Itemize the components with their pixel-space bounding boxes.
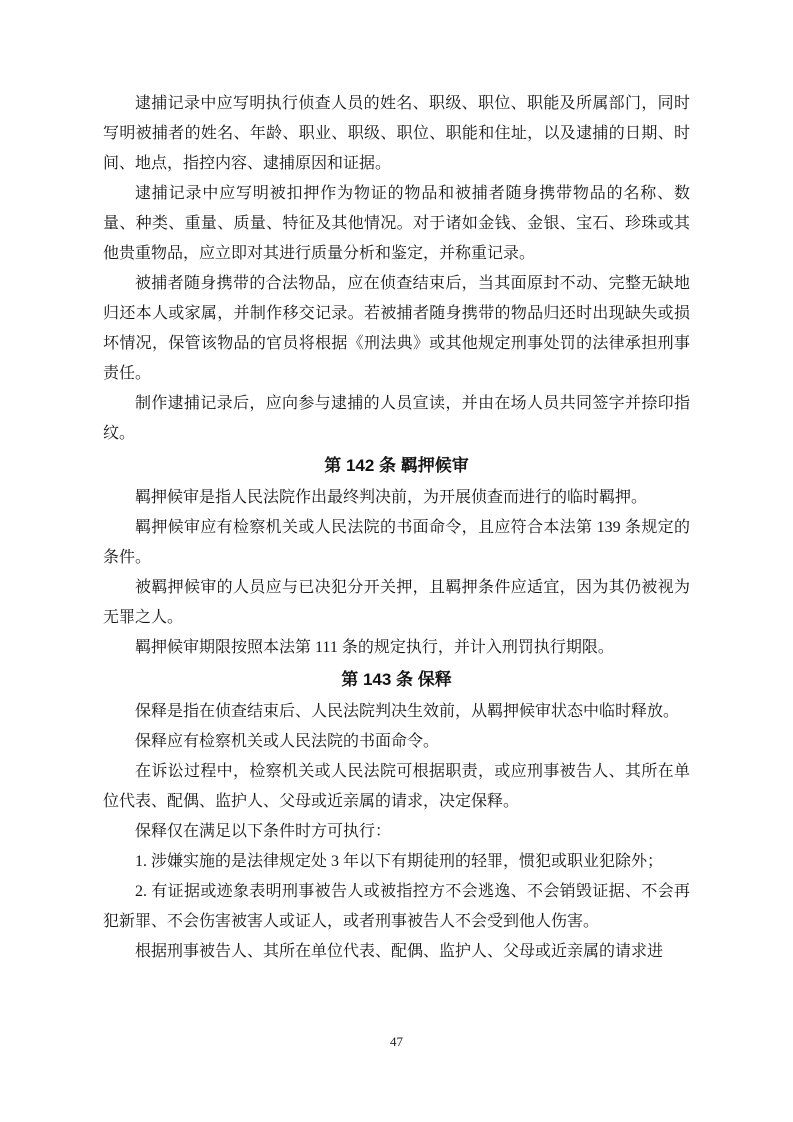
paragraph-arrest-record-items: 逮捕记录中应写明被扣押作为物证的物品和被捕者随身携带物品的名称、数量、种类、重量、质量、特征及其他情况。对于诸如金钱、金银、宝石、珍珠或其他贵重物品，应立即对其进行质量分析和鉴定，并称重记录。 [103, 185, 690, 262]
paragraph-record-reading-signing: 制作逮捕记录后，应向参与逮捕的人员宣读，并由在场人员共同签字并捺印指纹。 [103, 395, 690, 442]
paragraph-arrest-record-personnel: 逮捕记录中应写明执行侦查人员的姓名、职级、职位、职能及所属部门，同时写明被捕者的姓名、年龄、职业、职级、职位、职能和住址，以及逮捕的日期、时间、地点，指控内容、逮捕原因和证据。 [103, 95, 690, 172]
paragraph-detention-separation: 被羁押候审的人员应与已决犯分开关押，且羁押条件应适宜，因为其仍被视为无罪之人。 [103, 579, 690, 626]
paragraph-bail-condition-1: 1. 涉嫌实施的是法律规定处 3 年以下有期徒刑的轻罪，惯犯或职业犯除外； [135, 853, 664, 870]
page-number: 47 [390, 1034, 403, 1049]
paragraph-detention-definition: 羁押候审是指人民法院作出最终判决前，为开展侦查而进行的临时羁押。 [135, 489, 648, 506]
paragraph-detention-written-order: 羁押候审应有检察机关或人民法院的书面命令，且应符合本法第 139 条规定的条件。 [103, 519, 690, 566]
paragraph-detention-time-limit: 羁押候审期限按照本法第 111 条的规定执行，并计入刑罚执行期限。 [135, 639, 614, 656]
paragraph-return-of-lawful-items: 被捕者随身携带的合法物品，应在侦查结束后，当其面原封不动、完整无缺地归还本人或家属，并制作移交记录。若被捕者随身携带的物品归还时出现缺失或损坏情况，保管该物品的官员将根据《刑法典》或其他规定刑事处罚的法律承担刑事责任。 [103, 275, 690, 382]
article-142-heading: 第 142 条 羁押候审 [324, 456, 469, 475]
paragraph-bail-written-order: 保释应有检察机关或人民法院的书面命令。 [135, 733, 440, 750]
paragraph-bail-condition-2: 2. 有证据或迹象表明刑事被告人或被指控方不会逃逸、不会销毁证据、不会再犯新罪、不会伤害被害人或证人，或者刑事被告人不会受到他人伤害。 [103, 883, 690, 930]
article-143-heading: 第 143 条 保释 [341, 670, 452, 689]
paragraph-bail-decision: 在诉讼过程中，检察机关或人民法院可根据职责，或应刑事被告人、其所在单位代表、配偶、监护人、父母或近亲属的请求，决定保释。 [103, 763, 690, 810]
paragraph-bail-request-continued: 根据刑事被告人、其所在单位代表、配偶、监护人、父母或近亲属的请求进 [135, 943, 664, 960]
document-body [103, 89, 690, 967]
paragraph-bail-definition: 保释是指在侦查结束后、人民法院判决生效前，从羁押候审状态中临时释放。 [135, 703, 680, 720]
paragraph-bail-conditions-intro: 保释仅在满足以下条件时方可执行： [135, 823, 392, 840]
